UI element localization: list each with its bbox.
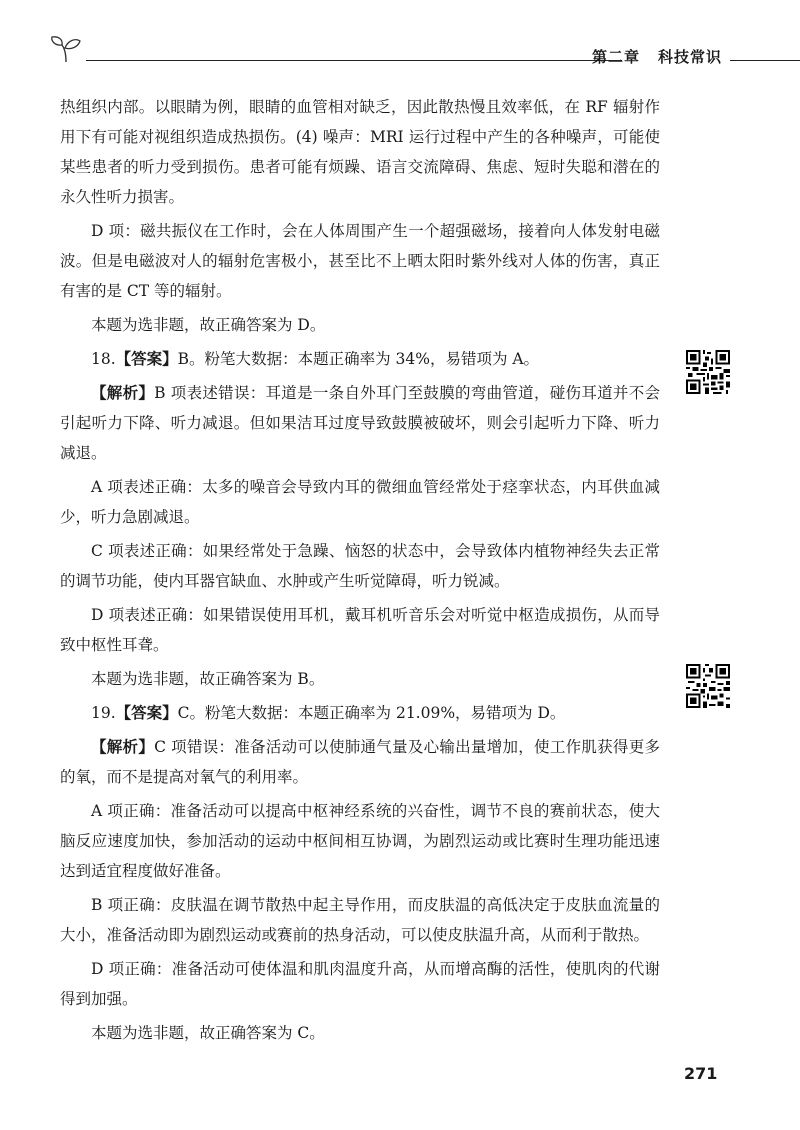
page-number: 271 xyxy=(684,1064,718,1083)
paragraph: D 项：磁共振仪在工作时，会在人体周围产生一个超强磁场，接着向人体发射电磁波。但是电磁波对人的辐射危害极小，甚至比不上晒太阳时紫外线对人体的伤害，真正有害的是 CT 等的辐射。 xyxy=(60,222,660,300)
chapter-heading xyxy=(592,46,722,67)
q18-number: 18. xyxy=(91,350,116,368)
paragraph: 本题为选非题，故正确答案为 C。 xyxy=(91,1024,325,1042)
paragraph: A 项表述正确：太多的噪音会导致内耳的微细血管经常处于痉挛状态，内耳供血减少，听力急剧减退。 xyxy=(60,478,660,526)
q18-analysis-text: B 项表述错误：耳道是一条自外耳门至鼓膜的弯曲管道，碰伤耳道并不会引起听力下降、听力减退。但如果洁耳过度导致鼓膜被破坏，则会引起听力下降、听力减退。 xyxy=(60,384,660,462)
sprout-icon xyxy=(48,34,84,64)
paragraph: C 项表述正确：如果经常处于急躁、恼怒的状态中，会导致体内植物神经失去正常的调节功能，使内耳器官缺血、水肿或产生听觉障碍，听力锐减。 xyxy=(60,542,660,590)
header-rule-left xyxy=(86,60,622,61)
q18-answer-text: B。粉笔大数据：本题正确率为 34%，易错项为 A。 xyxy=(177,350,540,368)
page-content xyxy=(60,92,660,1052)
q19-answer-text: C。粉笔大数据：本题正确率为 21.09%，易错项为 D。 xyxy=(177,704,566,722)
answer-tag: 【答案】 xyxy=(115,704,178,722)
paragraph: A 项正确：准备活动可以提高中枢神经系统的兴奋性，调节不良的赛前状态，使大脑反应速度加快，参加活动的运动中枢间相互协调，为剧烈运动或比赛时生理功能迅速达到适宜程度做好准备。 xyxy=(60,802,660,880)
q19-answer xyxy=(60,698,660,728)
paragraph: B 项正确：皮肤温在调节散热中起主导作用，而皮肤温的高低决定于皮肤血流量的大小，准备活动即为剧烈运动或赛前的热身活动，可以使皮肤温升高，从而利于散热。 xyxy=(60,896,660,944)
q18-answer xyxy=(60,344,660,374)
paragraph: 热组织内部。以眼睛为例，眼睛的血管相对缺乏，因此散热慢且效率低，在 RF 辐射作用下有可能对视组织造成热损伤。(4) 噪声：MRI 运行过程中产生的各种噪声，可能使某些患者的听力受到损伤。患者可能有烦躁、语言交流障碍、焦虑、短时失聪和潜在的永久性听力损害。 xyxy=(60,98,660,206)
running-header xyxy=(40,34,800,74)
chapter-label: 第二章 xyxy=(591,48,640,66)
qr-code-icon[interactable] xyxy=(686,664,730,708)
paragraph: D 项正确：准备活动可使体温和肌肉温度升高，从而增高酶的活性，使肌肉的代谢得到加强。 xyxy=(60,960,660,1008)
q19-number: 19. xyxy=(91,704,116,722)
chapter-title: 科技常识 xyxy=(657,48,722,66)
paragraph: D 项表述正确：如果错误使用耳机，戴耳机听音乐会对听觉中枢造成损伤，从而导致中枢性耳聋。 xyxy=(60,606,660,654)
header-rule-right xyxy=(730,60,800,61)
paragraph: 本题为选非题，故正确答案为 B。 xyxy=(91,670,325,688)
qr-code-icon[interactable] xyxy=(686,350,730,394)
q19-analysis-text: C 项错误：准备活动可以使肺通气量及心输出量增加，使工作肌获得更多的氧，而不是提高对氧气的利用率。 xyxy=(60,738,660,786)
analysis-tag: 【解析】 xyxy=(91,384,155,402)
answer-tag: 【答案】 xyxy=(115,350,178,368)
analysis-tag: 【解析】 xyxy=(91,738,155,756)
paragraph: 本题为选非题，故正确答案为 D。 xyxy=(91,316,326,334)
q19-analysis xyxy=(60,732,660,792)
q18-analysis xyxy=(60,378,660,468)
